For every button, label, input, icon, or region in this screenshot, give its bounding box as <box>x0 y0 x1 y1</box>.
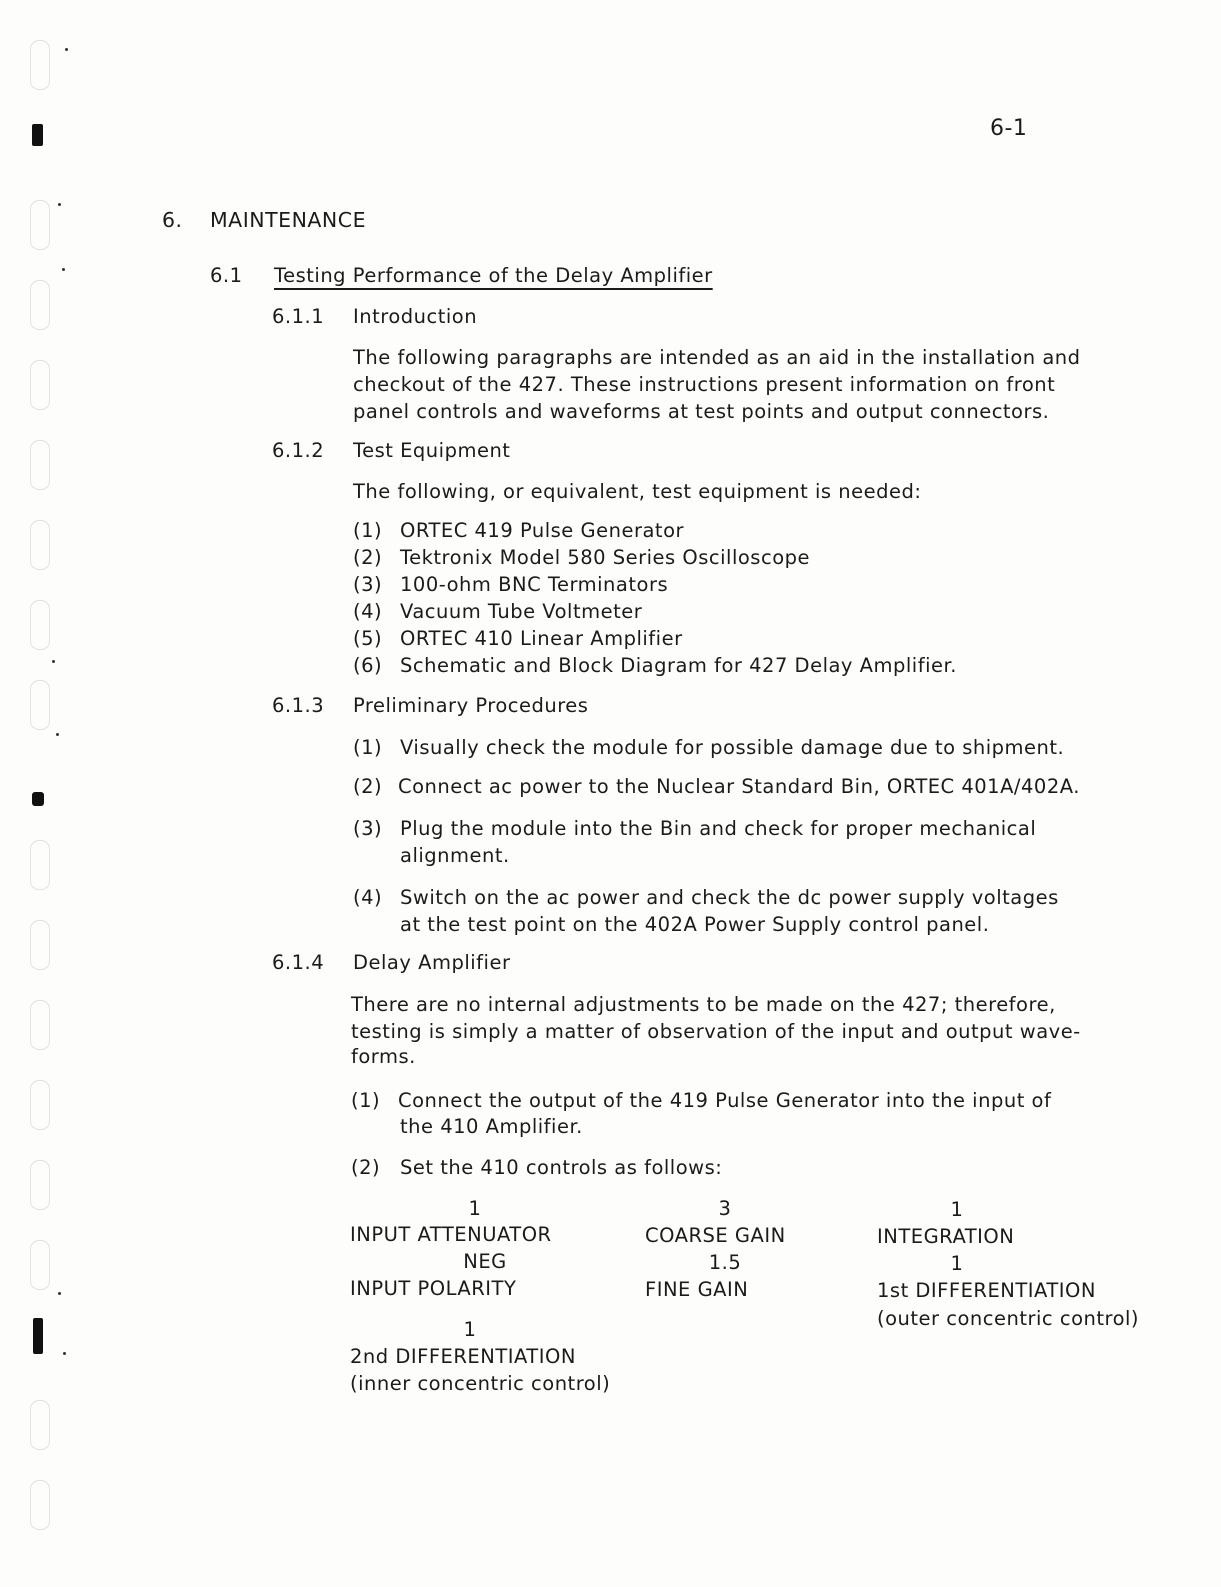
list-item: Switch on the ac power and check the dc power supply voltages <box>400 886 1059 909</box>
heading-title: Test Equipment <box>353 439 511 462</box>
binder-mark <box>32 792 44 806</box>
control-value: 1.5 <box>708 1251 742 1274</box>
punch-hole <box>30 1080 50 1130</box>
control-note: (inner concentric control) <box>350 1372 611 1395</box>
control-label: INPUT POLARITY <box>350 1277 517 1300</box>
paragraph-line: panel controls and waveforms at test points and output connectors. <box>353 400 1050 423</box>
list-item: ORTEC 410 Linear Amplifier <box>400 627 683 650</box>
punch-hole <box>30 920 50 970</box>
heading-title: Delay Amplifier <box>353 951 511 974</box>
heading-title: Introduction <box>353 305 478 328</box>
binder-mark <box>33 1318 43 1354</box>
speck <box>63 1352 66 1355</box>
paragraph-line: checkout of the 427. These instructions present information on front <box>353 373 1056 396</box>
list-item-continuation: the 410 Amplifier. <box>400 1115 583 1138</box>
list-item: Tektronix Model 580 Series Oscilloscope <box>400 546 810 569</box>
punch-hole <box>30 360 50 410</box>
punch-hole <box>30 520 50 570</box>
speck <box>62 268 65 271</box>
punch-hole <box>30 600 50 650</box>
heading-number: 6.1.4 <box>272 951 325 974</box>
punch-hole <box>30 1480 50 1530</box>
list-item: Visually check the module for possible damage due to shipment. <box>400 736 1065 759</box>
control-value: 3 <box>718 1197 732 1220</box>
list-item-number: (5) <box>353 627 383 650</box>
speck <box>58 1292 61 1295</box>
speck <box>65 48 68 51</box>
list-item-number: (4) <box>353 886 383 909</box>
heading-title: Preliminary Procedures <box>353 694 589 717</box>
control-value: 1 <box>950 1252 964 1275</box>
control-label: 1st DIFFERENTIATION <box>877 1279 1096 1302</box>
control-value: NEG <box>463 1250 507 1273</box>
punch-hole <box>30 1400 50 1450</box>
control-value: 1 <box>468 1197 482 1220</box>
paragraph-line: forms. <box>351 1045 416 1068</box>
list-item-number: (3) <box>353 573 383 596</box>
control-label: 2nd DIFFERENTIATION <box>350 1345 576 1368</box>
list-item-number: (4) <box>353 600 383 623</box>
paragraph-line: The following, or equivalent, test equipment is needed: <box>353 480 922 503</box>
punch-hole <box>30 1000 50 1050</box>
section-title: MAINTENANCE <box>210 208 367 232</box>
list-item: Plug the module into the Bin and check for proper mechanical <box>400 817 1037 840</box>
paragraph-line: testing is simply a matter of observation of the input and output wave- <box>351 1020 1081 1043</box>
list-item: Set the 410 controls as follows: <box>400 1156 723 1179</box>
control-value: 1 <box>950 1198 964 1221</box>
list-item-number: (3) <box>353 817 383 840</box>
punch-hole <box>30 440 50 490</box>
control-value: 1 <box>463 1318 477 1341</box>
list-item: Schematic and Block Diagram for 427 Delay Amplifier. <box>400 654 957 677</box>
list-item-continuation: alignment. <box>400 844 510 867</box>
list-item-number: (1) <box>353 736 383 759</box>
list-item-number: (2) <box>353 546 383 569</box>
list-item-continuation: at the test point on the 402A Power Supply control panel. <box>400 913 990 936</box>
speck <box>56 733 59 736</box>
list-item-number: (2) <box>353 775 383 798</box>
speck <box>58 203 61 206</box>
punch-hole <box>30 200 50 250</box>
control-label: INPUT ATTENUATOR <box>350 1223 552 1246</box>
list-item: Vacuum Tube Voltmeter <box>400 600 643 623</box>
page-number: 6-1 <box>990 116 1028 141</box>
paragraph-line: The following paragraphs are intended as an aid in the installation and <box>353 346 1081 369</box>
list-item-number: (1) <box>351 1089 381 1112</box>
heading-number: 6.1.3 <box>272 694 325 717</box>
control-note: (outer concentric control) <box>877 1307 1140 1330</box>
punch-hole <box>30 40 50 90</box>
list-item: ORTEC 419 Pulse Generator <box>400 519 685 542</box>
binder-mark <box>32 124 43 146</box>
list-item: Connect the output of the 419 Pulse Generator into the input of <box>398 1089 1052 1112</box>
control-label: FINE GAIN <box>645 1278 749 1301</box>
punch-hole <box>30 280 50 330</box>
subsection-number: 6.1 <box>210 264 243 287</box>
heading-number: 6.1.2 <box>272 439 325 462</box>
list-item: Connect ac power to the Nuclear Standard Bin, ORTEC 401A/402A. <box>398 775 1080 798</box>
punch-hole <box>30 1240 50 1290</box>
control-label: INTEGRATION <box>877 1225 1015 1248</box>
control-label: COARSE GAIN <box>645 1224 786 1247</box>
speck <box>52 660 55 663</box>
list-item-number: (6) <box>353 654 383 677</box>
punch-hole <box>30 1160 50 1210</box>
list-item-number: (2) <box>351 1156 381 1179</box>
paragraph-line: There are no internal adjustments to be made on the 427; therefore, <box>351 993 1056 1016</box>
heading-number: 6.1.1 <box>272 305 325 328</box>
punch-hole <box>30 680 50 730</box>
punch-hole <box>30 840 50 890</box>
list-item-number: (1) <box>353 519 383 542</box>
subsection-title: Testing Performance of the Delay Amplifier <box>274 264 713 287</box>
section-number: 6. <box>162 208 183 232</box>
list-item: 100-ohm BNC Terminators <box>400 573 669 596</box>
